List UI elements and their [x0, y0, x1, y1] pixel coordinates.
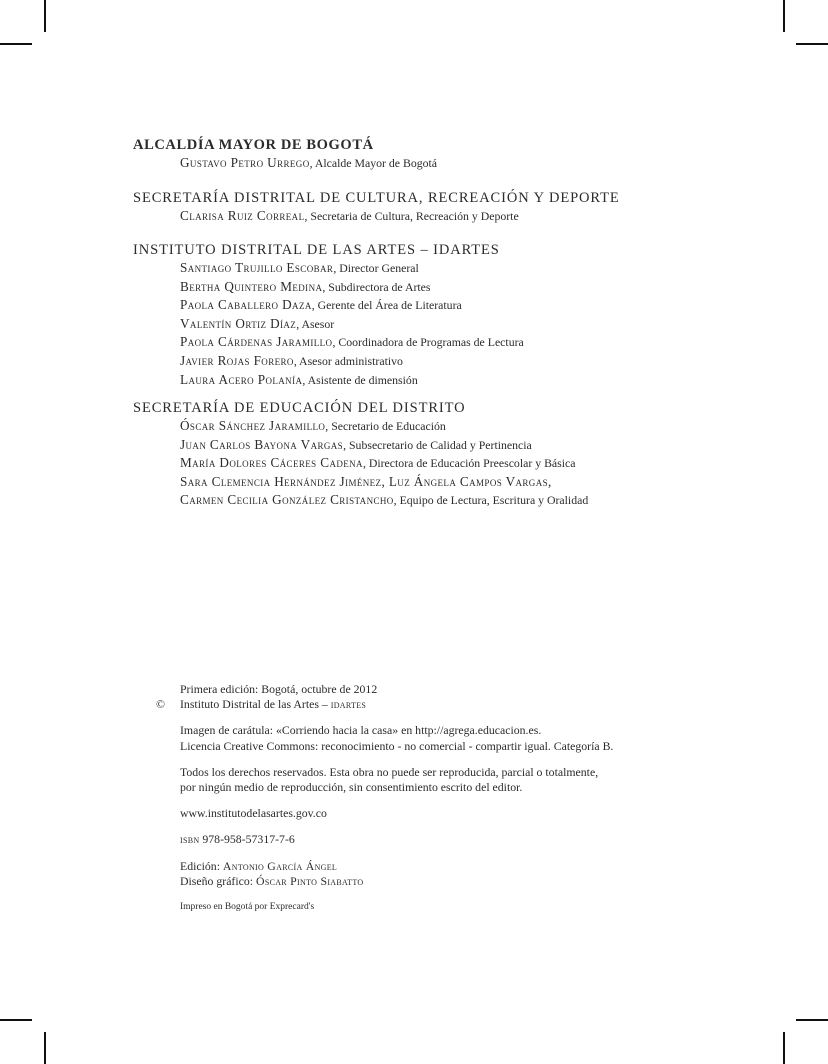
cover-image-credit: Imagen de carátula: «Corriendo hacia la casa» en http://agrega.educacion.es.	[180, 723, 542, 738]
crop-mark-top-right-vertical	[783, 0, 785, 32]
editor-label: Edición:	[180, 858, 223, 873]
staff-entry	[180, 491, 588, 510]
rights-line-2: por ningún medio de reproducción, sin consentimiento escrito del editor.	[180, 780, 523, 795]
image-credit-block	[180, 723, 613, 753]
staff-role: , Asistente de dimensión	[302, 372, 418, 387]
section-cultura	[133, 189, 620, 226]
staff-entry	[180, 454, 588, 473]
colophon	[156, 682, 614, 915]
isbn-line	[180, 832, 613, 847]
staff-entry	[180, 315, 524, 334]
staff-role: , Secretario de Educación	[325, 419, 446, 433]
section-heading: SECRETARÍA DE EDUCACIÓN DEL DISTRITO	[133, 400, 466, 416]
staff-role: , Gerente del Área de Literatura	[311, 298, 462, 313]
staff-entry	[180, 207, 620, 226]
crop-mark-top-right-horizontal	[796, 43, 828, 45]
staff-role: , Secretaria de Cultura, Recreación y Deporte	[304, 209, 519, 223]
staff-name: Paola Cárdenas Jaramillo	[180, 334, 333, 350]
section-heading: SECRETARÍA DISTRITAL DE CULTURA, RECREACIÓN Y DEPORTE	[133, 190, 620, 206]
crop-mark-top-left-vertical	[44, 0, 46, 32]
staff-name: Paola Caballero Daza	[180, 297, 312, 313]
staff-name: Valentín Ortiz Díaz	[180, 315, 297, 331]
staff-name: Javier Rojas Forero	[180, 352, 294, 368]
crop-mark-bottom-right-vertical	[783, 1032, 785, 1064]
edition-line: Primera edición: Bogotá, octubre de 2012	[180, 682, 378, 696]
crop-mark-bottom-left-vertical	[44, 1032, 46, 1064]
designer-label: Diseño gráfico:	[180, 873, 257, 888]
staff-role: , Asesor	[296, 316, 335, 331]
credits-block	[180, 859, 613, 889]
staff-role: , Asesor administrativo	[293, 353, 403, 368]
section-heading: ALCALDÍA MAYOR DE BOGOTÁ	[133, 137, 374, 153]
staff-role: , Equipo de Lectura, Escritura y Oralidad	[393, 493, 589, 508]
section-idartes	[133, 241, 524, 389]
section-educacion	[133, 399, 588, 510]
staff-name: Laura Acero Polanía	[180, 371, 303, 387]
staff-entry	[180, 259, 524, 278]
section-heading: INSTITUTO DISTRITAL DE LAS ARTES – IDARTES	[133, 242, 500, 258]
staff-name: Santiago Trujillo Escobar	[180, 260, 334, 275]
copyright-holder: Instituto Distrital de las Artes –	[180, 697, 331, 712]
staff-role: , Director General	[333, 261, 419, 275]
editor-line	[180, 859, 613, 874]
isbn-label: isbn	[180, 832, 200, 847]
staff-name: Sara Clemencia Hernández Jiménez, Luz Ángela Campos Vargas,	[180, 473, 552, 489]
staff-entry	[180, 278, 524, 297]
staff-role: , Alcalde Mayor de Bogotá	[309, 156, 438, 170]
staff-entry	[180, 473, 588, 492]
staff-entry	[180, 371, 524, 390]
staff-name: Gustavo Petro Urrego	[180, 155, 310, 170]
staff-entry	[180, 296, 524, 315]
printer-line: Impreso en Bogotá por Exprecard's	[180, 902, 315, 913]
crop-mark-top-left-horizontal	[0, 43, 32, 45]
rights-block	[180, 765, 613, 795]
staff-role: , Subsecretario de Calidad y Pertinencia	[343, 437, 532, 452]
copyright-line	[156, 697, 613, 712]
staff-name: Juan Carlos Bayona Vargas	[180, 436, 344, 452]
staff-entry	[180, 417, 588, 436]
website-line: www.institutodelasartes.gov.co	[180, 806, 327, 821]
staff-name: Carmen Cecilia González Cristancho	[180, 492, 394, 508]
designer-name: Óscar Pinto Siabatto	[256, 873, 364, 888]
staff-name: María Dolores Cáceres Cadena	[180, 455, 363, 471]
staff-entry	[180, 333, 524, 352]
staff-entry	[180, 154, 437, 173]
section-alcaldia	[133, 136, 437, 173]
staff-role: , Directora de Educación Preescolar y Básica	[362, 456, 576, 471]
copyright-icon: ©	[156, 697, 165, 712]
staff-name: Bertha Quintero Medina	[180, 278, 323, 294]
staff-role: , Coordinadora de Programas de Lectura	[332, 335, 524, 350]
staff-role: , Subdirectora de Artes	[322, 279, 431, 294]
edition-block	[156, 682, 613, 712]
staff-entry	[180, 436, 588, 455]
staff-entry	[180, 352, 524, 371]
rights-line-1: Todos los derechos reservados. Esta obra no puede ser reproducida, parcial o totalmente,	[180, 764, 599, 779]
crop-mark-bottom-left-horizontal	[0, 1019, 32, 1021]
license-line: Licencia Creative Commons: reconocimiento - no comercial - compartir igual. Categoría B.	[180, 738, 614, 753]
staff-name: Clarisa Ruiz Correal	[180, 208, 305, 223]
isbn-value: 978-958-57317-7-6	[199, 832, 295, 847]
designer-line	[180, 874, 613, 889]
crop-mark-bottom-right-horizontal	[796, 1019, 828, 1021]
editor-name: Antonio García Ángel	[222, 858, 338, 873]
staff-name: Óscar Sánchez Jaramillo	[180, 418, 326, 433]
copyright-holder-abbr: idartes	[330, 697, 367, 712]
